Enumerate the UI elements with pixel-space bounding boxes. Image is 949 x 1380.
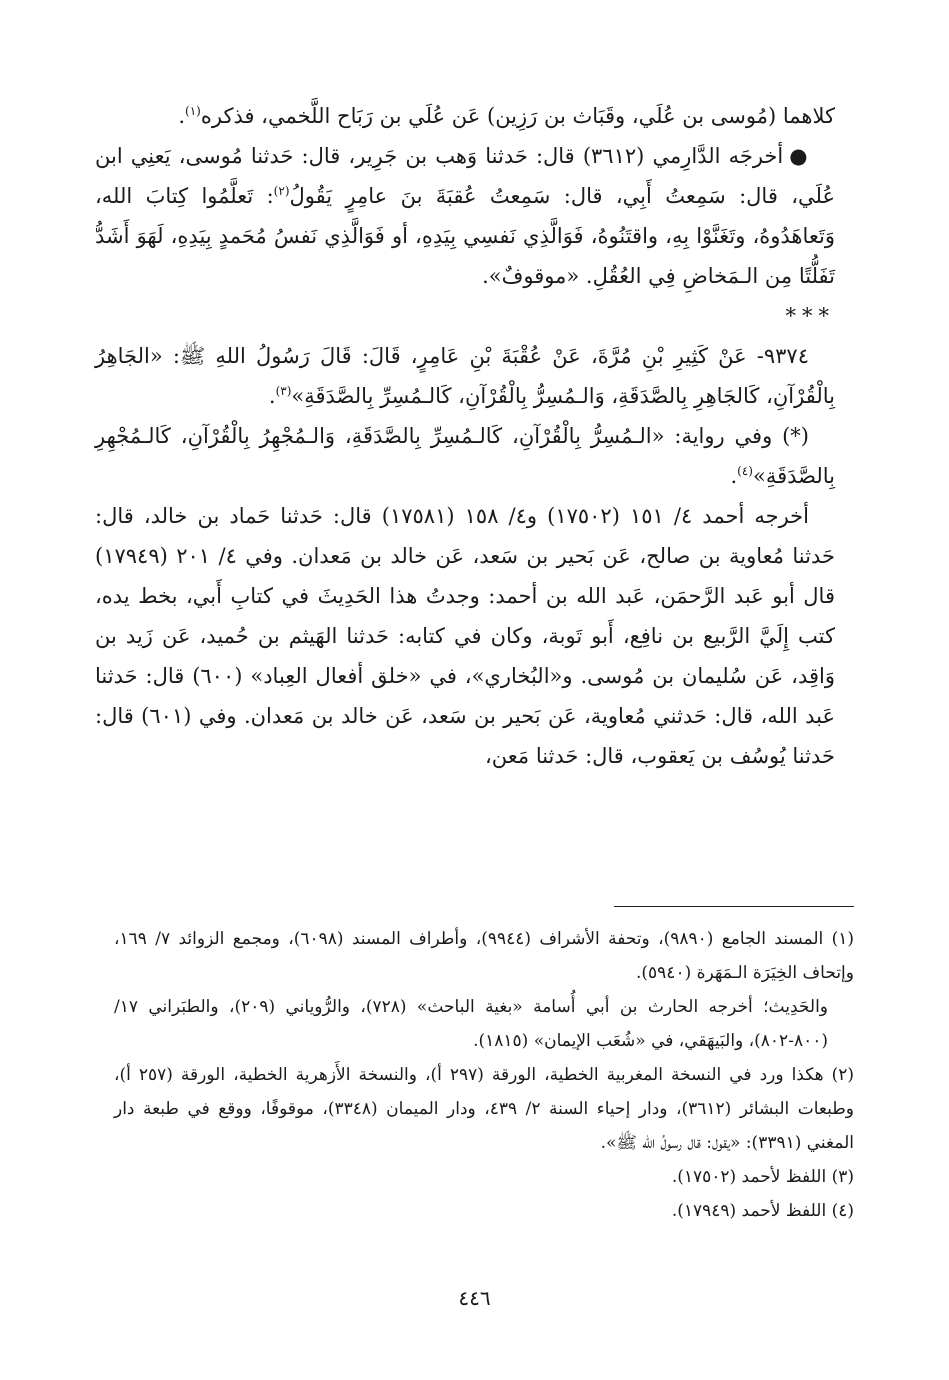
footnote-3: (٣) اللفظ لأحمد (١٧٥٠٢). [671,1167,854,1187]
footnote-ref-2[interactable]: (٢) [273,184,290,198]
paragraph-1: كلاهما (مُوسى بن عُلَي، وقَبَاث بن رَزِين) عَن عُلَي بن رَبَاح اللَّخمي، فذكره$^{(١)}$. [178,104,835,128]
takhrij-paragraph: أخرجه أحمد ٤/ ١٥١ (١٧٥٠٢) و٤/ ١٥٨ (١٧٥٨١) قال: حَدثنا حَماد بن خالد، قال: حَدثنا مُعاوية بن صالح، عَن بَحير بن سَعد، عَن خالد بن مَعدان. وفي ٤/ ٢٠١ (١٧٩٤٩) قال أبو عَبد الرَّحمَن، عَبد الله بن أحمد: وجدتُ هذا الحَدِيثَ في كتابِ أَبي، بخط يده، كتب إِلَيَّ الرَّبيع بن نافِع، أَبو تَوبة، وكان في كتابه: حَدثنا الهَيثم بن حُميد، عَن زَيد بن وَاقِد، عَن سُليمان بن مُوسى. و«البُخاري»، في «خلق أفعال العِباد» (٦٠٠) قال: حَدثنا عَبد الله، قال: حَدثني مُعاوية، عَن بَحير بن سَعد، عَن خالد بن مَعدان. وفي (٦٠١) قال: حَدثنا يُوسُف بن يَعقوب، قال: حَدثنا مَعن، [95,504,835,768]
hadith-9374: ٩٣٧٤- عَنْ كَثِيرِ بْنِ مُرَّةَ، عَنْ عُقْبَةَ بْنِ عَامِرٍ، قَالَ: قَالَ رَسُولُ اللهِ ﷺ: «الجَاهِرُ بِالْقُرْآنِ، كَالجَاهِرِ بِالصَّدَقَةِ، وَالـمُسِرُّ بِالْقُرْآنِ، كَالـمُسِرِّ بِالصَّدَقَةِ»$^{(٣)}$. [95,344,835,408]
paragraph-2: ●أخرجَه الدَّارِمي (٣٦١٢) قال: حَدثنا وَهب بن جَرِير، قال: حَدثنا مُوسى، يَعنِي ابن عُلَي، قال: سَمِعتُ أَبِي، قال: سَمِعتُ عُقبَةَ بنَ عامِرٍ يَقُولُ$^{(٢)}$: تَعلَّمُوا كِتابَ الله، وَتَعاهَدُوهُ، وتَغَنَّوْا بِهِ، واقتَنُوهُ، فَوَالَّذِي نَفسِي بِيَدِهِ، أو فَوَالَّذِي نَفسُ مُحَمدٍ بِيَدِهِ، لَهَوَ أَشَدُّ تَفَلُّتًا مِن الـمَخاضِ فِي العُقُلِ. «موقوفٌ». [95,144,835,288]
footnote-ref-1[interactable]: (١) [185,104,201,118]
page-number: ٤٤٦ [458,1286,491,1310]
footnote-2: (٢) هكذا ورد في النسخة المغربية الخطية، الورقة (٢٩٧ أ)، والنسخة الأَزهرية الخطية، الورقة (٢٥٧ أ)، وطبعات البشائر (٣٦١٢)، ودار إحياء السنة ٢/ ٤٣٩، ودار الميمان (٣٣٤٨)، موقوفًا، ووقع في طبعة دار المغني (٣٣٩١): «يقول: قال رسولُ الله ﷺ». [114,1065,855,1153]
footnote-ref-4[interactable]: (٤) [737,464,753,478]
hadith-variant: (*) وفي رواية: «الـمُسِرُّ بِالْقُرْآنِ، كَالـمُسِرِّ بِالصَّدَقَةِ، وَالـمُجْهِرُ بِالْقُرْآنِ، كَالـمُجْهِرِ بِالصَّدَقَةِ»$^{(٤)}$. [95,424,835,488]
footnote-1: (١) المسند الجامع (٩٨٩٠)، وتحفة الأشراف (٩٩٤٤)، وأطراف المسند (٦٠٩٨)، ومجمع الزوائد ٧/ ١٦٩، وإتحاف الخِيَرَة الـمَهَرة (٥٩٤٠). [114,929,854,983]
bullet-icon: ● [789,144,810,168]
footnote-4: (٤) اللفظ لأحمد (١٧٩٤٩). [671,1201,854,1221]
footnote-ref-3[interactable]: (٣) [275,384,292,398]
separator: *** [785,304,835,328]
footnotes [114,922,854,1228]
main-text [95,96,835,776]
footnote-1-continued: والحَدِيث؛ أخرجه الحارث بن أبي أُسامة «بغية الباحث» (٧٢٨)، والرُّوياني (٢٠٩)، والطبَراني ١٧/ (٨٠٠-٨٠٢)، والبَيهَقي، في «شُعَب الإيمان» (١٨١٥). [114,997,828,1051]
footnote-divider [614,906,854,907]
